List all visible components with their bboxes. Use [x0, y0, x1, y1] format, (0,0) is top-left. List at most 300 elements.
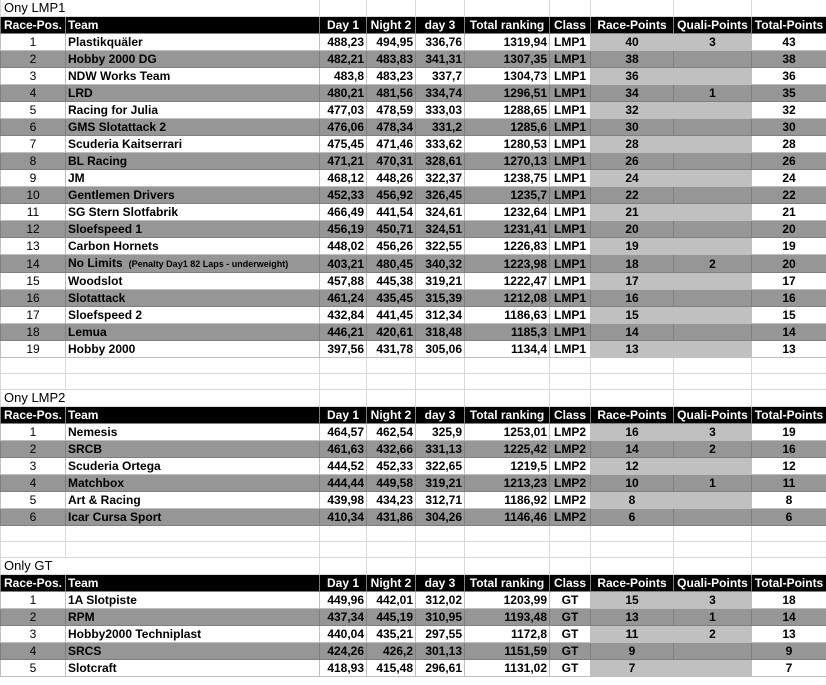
class-cell[interactable]: LMP1: [550, 341, 591, 358]
quali-points-cell[interactable]: [674, 204, 752, 221]
race-points-cell[interactable]: 6: [591, 509, 674, 526]
empty-cell[interactable]: [320, 0, 367, 17]
race-position-cell[interactable]: 17: [1, 307, 66, 324]
column-header[interactable]: Team: [66, 407, 320, 424]
empty-cell[interactable]: [1, 358, 66, 374]
total-points-cell[interactable]: 6: [752, 509, 826, 526]
total-points-cell[interactable]: 9: [752, 643, 826, 660]
race-position-cell[interactable]: 6: [1, 119, 66, 136]
team-cell[interactable]: [66, 592, 320, 609]
race-points-cell[interactable]: 14: [591, 441, 674, 458]
total-ranking-cell[interactable]: 1185,3: [465, 324, 550, 341]
race-position-cell[interactable]: 13: [1, 238, 66, 255]
column-header[interactable]: Total ranking: [465, 575, 550, 592]
day1-cell[interactable]: 464,57: [320, 424, 367, 441]
class-cell[interactable]: LMP2: [550, 441, 591, 458]
class-cell[interactable]: LMP1: [550, 290, 591, 307]
empty-cell[interactable]: [367, 358, 416, 374]
class-cell[interactable]: LMP1: [550, 221, 591, 238]
race-position-cell[interactable]: 16: [1, 290, 66, 307]
total-points-cell[interactable]: 21: [752, 204, 826, 221]
day1-cell[interactable]: 476,06: [320, 119, 367, 136]
day3-cell[interactable]: 305,06: [416, 341, 465, 358]
quali-points-cell[interactable]: 3: [674, 592, 752, 609]
day1-cell[interactable]: 410,34: [320, 509, 367, 526]
day1-cell[interactable]: 488,23: [320, 34, 367, 51]
empty-cell[interactable]: [1, 542, 66, 558]
total-points-cell[interactable]: 15: [752, 307, 826, 324]
race-points-cell[interactable]: 17: [591, 273, 674, 290]
empty-cell[interactable]: [66, 542, 320, 558]
race-position-cell[interactable]: 9: [1, 170, 66, 187]
night2-cell[interactable]: 432,66: [367, 441, 416, 458]
column-header[interactable]: day 3: [416, 407, 465, 424]
night2-cell[interactable]: 483,23: [367, 68, 416, 85]
race-points-cell[interactable]: 18: [591, 255, 674, 273]
total-points-cell[interactable]: 7: [752, 660, 826, 677]
race-points-cell[interactable]: 12: [591, 458, 674, 475]
race-points-cell[interactable]: 19: [591, 238, 674, 255]
empty-cell[interactable]: [465, 374, 550, 390]
team-cell[interactable]: [66, 255, 320, 273]
quali-points-cell[interactable]: [674, 51, 752, 68]
team-cell[interactable]: [66, 492, 320, 509]
column-header[interactable]: Class: [550, 575, 591, 592]
quali-points-cell[interactable]: [674, 136, 752, 153]
race-points-cell[interactable]: 9: [591, 643, 674, 660]
empty-cell[interactable]: [550, 558, 591, 575]
total-points-cell[interactable]: 36: [752, 68, 826, 85]
section-title[interactable]: Ony LMP2: [1, 390, 320, 407]
empty-cell[interactable]: [320, 526, 367, 542]
race-points-cell[interactable]: 7: [591, 660, 674, 677]
empty-cell[interactable]: [320, 558, 367, 575]
empty-cell[interactable]: [550, 374, 591, 390]
total-points-cell[interactable]: 20: [752, 255, 826, 273]
column-header[interactable]: day 3: [416, 575, 465, 592]
race-points-cell[interactable]: 16: [591, 424, 674, 441]
total-points-cell[interactable]: 16: [752, 441, 826, 458]
total-points-cell[interactable]: 14: [752, 609, 826, 626]
empty-cell[interactable]: [367, 558, 416, 575]
empty-cell[interactable]: [1, 526, 66, 542]
total-ranking-cell[interactable]: 1219,5: [465, 458, 550, 475]
empty-cell[interactable]: [752, 0, 826, 17]
quali-points-cell[interactable]: 2: [674, 626, 752, 643]
race-position-cell[interactable]: 5: [1, 492, 66, 509]
day3-cell[interactable]: 312,71: [416, 492, 465, 509]
column-header[interactable]: Quali-Points: [674, 575, 752, 592]
race-points-cell[interactable]: 14: [591, 324, 674, 341]
total-ranking-cell[interactable]: 1213,23: [465, 475, 550, 492]
day3-cell[interactable]: 315,39: [416, 290, 465, 307]
column-header[interactable]: Team: [66, 17, 320, 34]
team-cell[interactable]: [66, 85, 320, 102]
race-points-cell[interactable]: 24: [591, 170, 674, 187]
total-ranking-cell[interactable]: 1319,94: [465, 34, 550, 51]
empty-cell[interactable]: [416, 358, 465, 374]
night2-cell[interactable]: 420,61: [367, 324, 416, 341]
empty-cell[interactable]: [416, 374, 465, 390]
race-position-cell[interactable]: 4: [1, 85, 66, 102]
day3-cell[interactable]: 326,45: [416, 187, 465, 204]
column-header[interactable]: Race-Pos.: [1, 17, 66, 34]
team-cell[interactable]: [66, 626, 320, 643]
empty-cell[interactable]: [674, 542, 752, 558]
race-position-cell[interactable]: 7: [1, 136, 66, 153]
quali-points-cell[interactable]: [674, 102, 752, 119]
total-ranking-cell[interactable]: 1270,13: [465, 153, 550, 170]
column-header[interactable]: Total-Points: [752, 407, 826, 424]
class-cell[interactable]: LMP1: [550, 119, 591, 136]
empty-cell[interactable]: [591, 374, 674, 390]
team-cell[interactable]: [66, 238, 320, 255]
day1-cell[interactable]: 452,33: [320, 187, 367, 204]
day3-cell[interactable]: 333,03: [416, 102, 465, 119]
day3-cell[interactable]: 322,65: [416, 458, 465, 475]
total-points-cell[interactable]: 13: [752, 626, 826, 643]
column-header[interactable]: Race-Points: [591, 407, 674, 424]
empty-cell[interactable]: [320, 374, 367, 390]
team-cell[interactable]: [66, 51, 320, 68]
team-cell[interactable]: [66, 509, 320, 526]
race-position-cell[interactable]: 8: [1, 153, 66, 170]
team-cell[interactable]: [66, 660, 320, 677]
day1-cell[interactable]: 471,21: [320, 153, 367, 170]
column-header[interactable]: Team: [66, 575, 320, 592]
empty-cell[interactable]: [591, 558, 674, 575]
total-points-cell[interactable]: 12: [752, 458, 826, 475]
night2-cell[interactable]: 462,54: [367, 424, 416, 441]
total-points-cell[interactable]: 11: [752, 475, 826, 492]
empty-cell[interactable]: [674, 526, 752, 542]
total-points-cell[interactable]: 20: [752, 221, 826, 238]
team-cell[interactable]: [66, 341, 320, 358]
section-title[interactable]: Ony LMP1: [1, 0, 320, 17]
total-points-cell[interactable]: 16: [752, 290, 826, 307]
night2-cell[interactable]: 452,33: [367, 458, 416, 475]
day3-cell[interactable]: 336,76: [416, 34, 465, 51]
empty-cell[interactable]: [367, 526, 416, 542]
race-position-cell[interactable]: 1: [1, 592, 66, 609]
quali-points-cell[interactable]: [674, 119, 752, 136]
race-points-cell[interactable]: 21: [591, 204, 674, 221]
quali-points-cell[interactable]: [674, 153, 752, 170]
empty-cell[interactable]: [367, 390, 416, 407]
night2-cell[interactable]: 480,45: [367, 255, 416, 273]
empty-cell[interactable]: [416, 542, 465, 558]
class-cell[interactable]: LMP2: [550, 458, 591, 475]
day1-cell[interactable]: 483,8: [320, 68, 367, 85]
night2-cell[interactable]: 494,95: [367, 34, 416, 51]
day3-cell[interactable]: 296,61: [416, 660, 465, 677]
total-ranking-cell[interactable]: 1186,92: [465, 492, 550, 509]
team-cell[interactable]: [66, 643, 320, 660]
day1-cell[interactable]: 440,04: [320, 626, 367, 643]
total-ranking-cell[interactable]: 1134,4: [465, 341, 550, 358]
class-cell[interactable]: LMP1: [550, 238, 591, 255]
total-points-cell[interactable]: 19: [752, 424, 826, 441]
race-position-cell[interactable]: 2: [1, 609, 66, 626]
empty-cell[interactable]: [416, 558, 465, 575]
column-header[interactable]: Quali-Points: [674, 407, 752, 424]
day1-cell[interactable]: 424,26: [320, 643, 367, 660]
race-position-cell[interactable]: 6: [1, 509, 66, 526]
night2-cell[interactable]: 435,21: [367, 626, 416, 643]
day1-cell[interactable]: 466,49: [320, 204, 367, 221]
total-ranking-cell[interactable]: 1223,98: [465, 255, 550, 273]
night2-cell[interactable]: 470,31: [367, 153, 416, 170]
column-header[interactable]: Day 1: [320, 575, 367, 592]
total-ranking-cell[interactable]: 1226,83: [465, 238, 550, 255]
class-cell[interactable]: LMP2: [550, 492, 591, 509]
race-position-cell[interactable]: 5: [1, 102, 66, 119]
race-points-cell[interactable]: 38: [591, 51, 674, 68]
total-points-cell[interactable]: 19: [752, 238, 826, 255]
column-header[interactable]: Day 1: [320, 17, 367, 34]
empty-cell[interactable]: [674, 0, 752, 17]
empty-cell[interactable]: [674, 374, 752, 390]
column-header[interactable]: Class: [550, 407, 591, 424]
day1-cell[interactable]: 477,03: [320, 102, 367, 119]
total-points-cell[interactable]: 18: [752, 592, 826, 609]
total-ranking-cell[interactable]: 1296,51: [465, 85, 550, 102]
total-points-cell[interactable]: 8: [752, 492, 826, 509]
empty-cell[interactable]: [591, 542, 674, 558]
race-points-cell[interactable]: 11: [591, 626, 674, 643]
day3-cell[interactable]: 334,74: [416, 85, 465, 102]
quali-points-cell[interactable]: 1: [674, 475, 752, 492]
day1-cell[interactable]: 456,19: [320, 221, 367, 238]
total-ranking-cell[interactable]: 1212,08: [465, 290, 550, 307]
total-ranking-cell[interactable]: 1231,41: [465, 221, 550, 238]
day1-cell[interactable]: 449,96: [320, 592, 367, 609]
quali-points-cell[interactable]: [674, 458, 752, 475]
quali-points-cell[interactable]: [674, 290, 752, 307]
class-cell[interactable]: LMP2: [550, 475, 591, 492]
empty-cell[interactable]: [550, 0, 591, 17]
race-position-cell[interactable]: 5: [1, 660, 66, 677]
team-cell[interactable]: [66, 273, 320, 290]
total-points-cell[interactable]: 26: [752, 153, 826, 170]
empty-cell[interactable]: [465, 542, 550, 558]
class-cell[interactable]: LMP1: [550, 68, 591, 85]
class-cell[interactable]: LMP1: [550, 273, 591, 290]
total-ranking-cell[interactable]: 1288,65: [465, 102, 550, 119]
class-cell[interactable]: LMP1: [550, 324, 591, 341]
class-cell[interactable]: LMP1: [550, 187, 591, 204]
team-cell[interactable]: [66, 307, 320, 324]
class-cell[interactable]: LMP2: [550, 424, 591, 441]
team-cell[interactable]: [66, 424, 320, 441]
quali-points-cell[interactable]: 1: [674, 85, 752, 102]
night2-cell[interactable]: 445,38: [367, 273, 416, 290]
team-cell[interactable]: [66, 170, 320, 187]
team-cell[interactable]: [66, 475, 320, 492]
day3-cell[interactable]: 328,61: [416, 153, 465, 170]
empty-cell[interactable]: [66, 526, 320, 542]
day3-cell[interactable]: 333,62: [416, 136, 465, 153]
race-points-cell[interactable]: 26: [591, 153, 674, 170]
day1-cell[interactable]: 432,84: [320, 307, 367, 324]
column-header[interactable]: Race-Points: [591, 17, 674, 34]
empty-cell[interactable]: [591, 390, 674, 407]
race-position-cell[interactable]: 1: [1, 424, 66, 441]
empty-cell[interactable]: [66, 374, 320, 390]
class-cell[interactable]: GT: [550, 592, 591, 609]
race-points-cell[interactable]: 13: [591, 609, 674, 626]
quali-points-cell[interactable]: [674, 509, 752, 526]
empty-cell[interactable]: [416, 0, 465, 17]
race-position-cell[interactable]: 10: [1, 187, 66, 204]
quali-points-cell[interactable]: 3: [674, 34, 752, 51]
day3-cell[interactable]: 312,02: [416, 592, 465, 609]
day3-cell[interactable]: 331,13: [416, 441, 465, 458]
quali-points-cell[interactable]: [674, 170, 752, 187]
class-cell[interactable]: LMP1: [550, 34, 591, 51]
day1-cell[interactable]: 448,02: [320, 238, 367, 255]
day1-cell[interactable]: 418,93: [320, 660, 367, 677]
class-cell[interactable]: LMP1: [550, 51, 591, 68]
team-cell[interactable]: [66, 68, 320, 85]
day3-cell[interactable]: 337,7: [416, 68, 465, 85]
team-cell[interactable]: [66, 187, 320, 204]
quali-points-cell[interactable]: 2: [674, 441, 752, 458]
empty-cell[interactable]: [674, 358, 752, 374]
total-ranking-cell[interactable]: 1222,47: [465, 273, 550, 290]
day3-cell[interactable]: 325,9: [416, 424, 465, 441]
race-position-cell[interactable]: 12: [1, 221, 66, 238]
night2-cell[interactable]: 483,83: [367, 51, 416, 68]
day1-cell[interactable]: 439,98: [320, 492, 367, 509]
class-cell[interactable]: LMP1: [550, 136, 591, 153]
class-cell[interactable]: GT: [550, 626, 591, 643]
day1-cell[interactable]: 403,21: [320, 255, 367, 273]
race-points-cell[interactable]: 22: [591, 187, 674, 204]
empty-cell[interactable]: [1, 374, 66, 390]
race-points-cell[interactable]: 13: [591, 341, 674, 358]
night2-cell[interactable]: 448,26: [367, 170, 416, 187]
empty-cell[interactable]: [550, 358, 591, 374]
total-ranking-cell[interactable]: 1131,02: [465, 660, 550, 677]
class-cell[interactable]: LMP1: [550, 170, 591, 187]
night2-cell[interactable]: 434,23: [367, 492, 416, 509]
race-position-cell[interactable]: 15: [1, 273, 66, 290]
race-points-cell[interactable]: 8: [591, 492, 674, 509]
quali-points-cell[interactable]: [674, 238, 752, 255]
quali-points-cell[interactable]: [674, 68, 752, 85]
team-cell[interactable]: [66, 153, 320, 170]
quali-points-cell[interactable]: [674, 221, 752, 238]
race-points-cell[interactable]: 15: [591, 592, 674, 609]
quali-points-cell[interactable]: 2: [674, 255, 752, 273]
column-header[interactable]: Race-Pos.: [1, 575, 66, 592]
quali-points-cell[interactable]: [674, 341, 752, 358]
class-cell[interactable]: GT: [550, 660, 591, 677]
day1-cell[interactable]: 475,45: [320, 136, 367, 153]
day3-cell[interactable]: 297,55: [416, 626, 465, 643]
team-cell[interactable]: [66, 290, 320, 307]
day3-cell[interactable]: 324,51: [416, 221, 465, 238]
team-cell[interactable]: [66, 34, 320, 51]
night2-cell[interactable]: 478,59: [367, 102, 416, 119]
empty-cell[interactable]: [752, 558, 826, 575]
race-position-cell[interactable]: 1: [1, 34, 66, 51]
empty-cell[interactable]: [416, 390, 465, 407]
race-position-cell[interactable]: 2: [1, 51, 66, 68]
total-points-cell[interactable]: 14: [752, 324, 826, 341]
class-cell[interactable]: GT: [550, 643, 591, 660]
day1-cell[interactable]: 397,56: [320, 341, 367, 358]
column-header[interactable]: Total ranking: [465, 407, 550, 424]
total-ranking-cell[interactable]: 1307,35: [465, 51, 550, 68]
empty-cell[interactable]: [66, 358, 320, 374]
quali-points-cell[interactable]: [674, 643, 752, 660]
empty-cell[interactable]: [752, 526, 826, 542]
day1-cell[interactable]: 482,21: [320, 51, 367, 68]
day3-cell[interactable]: 340,32: [416, 255, 465, 273]
empty-cell[interactable]: [550, 542, 591, 558]
column-header[interactable]: Night 2: [367, 17, 416, 34]
night2-cell[interactable]: 478,34: [367, 119, 416, 136]
team-cell[interactable]: [66, 441, 320, 458]
column-header[interactable]: Total ranking: [465, 17, 550, 34]
night2-cell[interactable]: 450,71: [367, 221, 416, 238]
day1-cell[interactable]: 446,21: [320, 324, 367, 341]
day3-cell[interactable]: 312,34: [416, 307, 465, 324]
race-position-cell[interactable]: 4: [1, 475, 66, 492]
class-cell[interactable]: GT: [550, 609, 591, 626]
empty-cell[interactable]: [550, 390, 591, 407]
total-ranking-cell[interactable]: 1285,6: [465, 119, 550, 136]
race-position-cell[interactable]: 3: [1, 68, 66, 85]
race-points-cell[interactable]: 15: [591, 307, 674, 324]
total-ranking-cell[interactable]: 1304,73: [465, 68, 550, 85]
total-points-cell[interactable]: 35: [752, 85, 826, 102]
night2-cell[interactable]: 449,58: [367, 475, 416, 492]
team-cell[interactable]: [66, 609, 320, 626]
day3-cell[interactable]: 319,21: [416, 475, 465, 492]
day1-cell[interactable]: 457,88: [320, 273, 367, 290]
total-ranking-cell[interactable]: 1235,7: [465, 187, 550, 204]
day1-cell[interactable]: 444,44: [320, 475, 367, 492]
day3-cell[interactable]: 322,55: [416, 238, 465, 255]
race-position-cell[interactable]: 3: [1, 626, 66, 643]
race-position-cell[interactable]: 19: [1, 341, 66, 358]
race-points-cell[interactable]: 36: [591, 68, 674, 85]
day1-cell[interactable]: 444,52: [320, 458, 367, 475]
team-cell[interactable]: [66, 458, 320, 475]
total-ranking-cell[interactable]: 1186,63: [465, 307, 550, 324]
night2-cell[interactable]: 456,92: [367, 187, 416, 204]
total-points-cell[interactable]: 38: [752, 51, 826, 68]
column-header[interactable]: day 3: [416, 17, 465, 34]
day1-cell[interactable]: 461,24: [320, 290, 367, 307]
race-points-cell[interactable]: 40: [591, 34, 674, 51]
column-header[interactable]: Race-Points: [591, 575, 674, 592]
quali-points-cell[interactable]: [674, 307, 752, 324]
night2-cell[interactable]: 456,26: [367, 238, 416, 255]
class-cell[interactable]: LMP2: [550, 509, 591, 526]
total-ranking-cell[interactable]: 1146,46: [465, 509, 550, 526]
day3-cell[interactable]: 341,31: [416, 51, 465, 68]
race-position-cell[interactable]: 4: [1, 643, 66, 660]
race-position-cell[interactable]: 11: [1, 204, 66, 221]
race-points-cell[interactable]: 32: [591, 102, 674, 119]
race-points-cell[interactable]: 10: [591, 475, 674, 492]
race-points-cell[interactable]: 16: [591, 290, 674, 307]
column-header[interactable]: Race-Pos.: [1, 407, 66, 424]
